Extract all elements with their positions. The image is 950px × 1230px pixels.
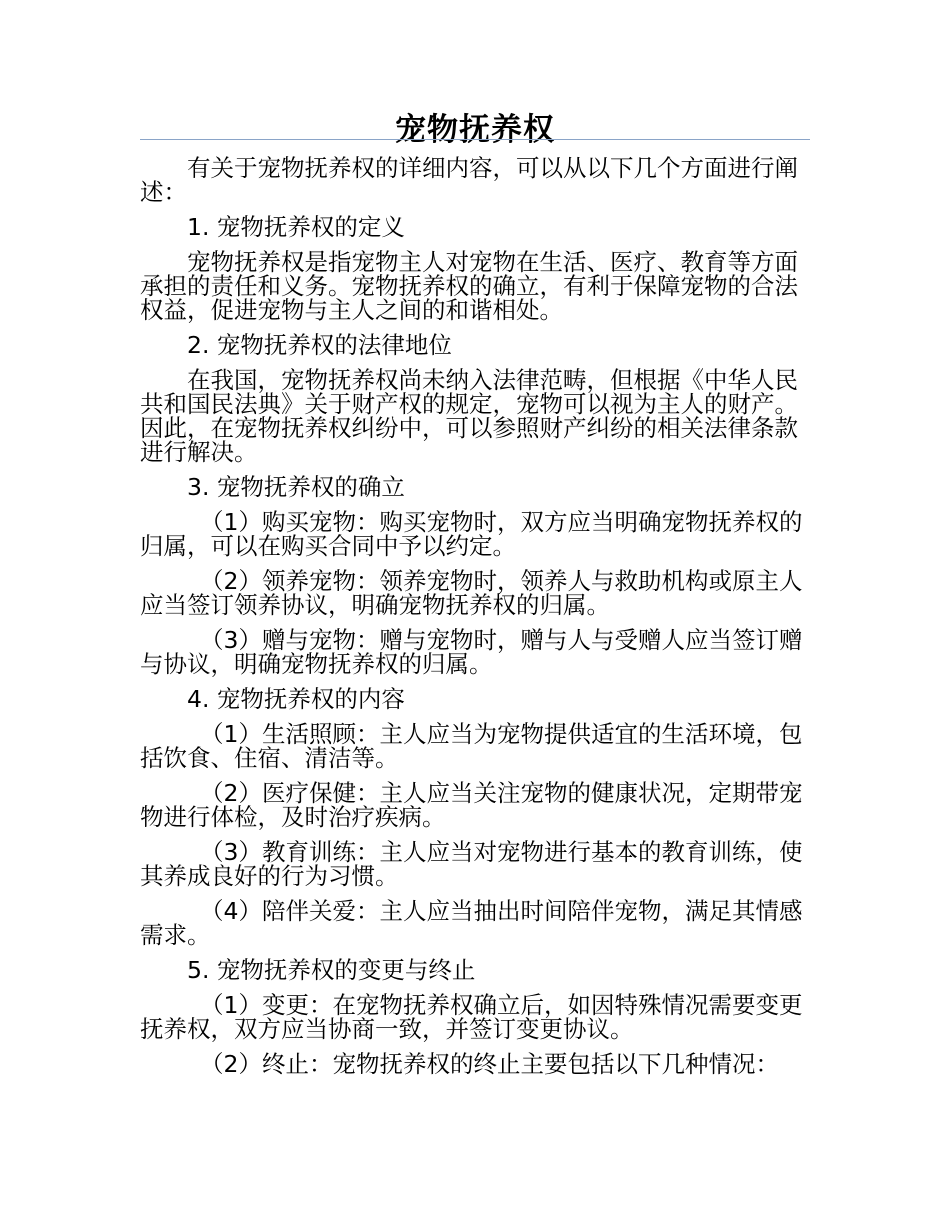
list-item-paragraph: （3）赠与宠物：赠与宠物时，赠与人与受赠人应当签订赠与协议，明确宠物抚养权的归属。 (140, 626, 803, 678)
body-paragraph: 宠物抚养权是指宠物主人对宠物在生活、医疗、教育等方面承担的责任和义务。宠物抚养权的确立，有利于保障宠物的合法权益，促进宠物与主人之间的和谐相处。 (140, 248, 798, 324)
intro-paragraph: 有关于宠物抚养权的详细内容，可以从以下几个方面进行阐述： (140, 154, 798, 206)
section-heading: 5. 宠物抚养权的变更与终止 (187, 956, 476, 984)
list-item-paragraph: （1）购买宠物：购买宠物时，双方应当明确宠物抚养权的归属，可以在购买合同中予以约定。 (140, 508, 803, 560)
section-heading: 3. 宠物抚养权的确立 (187, 473, 405, 501)
section-heading: 1. 宠物抚养权的定义 (187, 213, 405, 241)
document-title: 宠物抚养权 (395, 112, 555, 148)
list-item-paragraph: （3）教育训练：主人应当对宠物进行基本的教育训练，使其养成良好的行为习惯。 (140, 838, 803, 890)
list-item-paragraph: （2）领养宠物：领养宠物时，领养人与救助机构或原主人应当签订领养协议，明确宠物抚养权的归属。 (140, 567, 803, 619)
section-heading: 2. 宠物抚养权的法律地位 (187, 331, 452, 359)
list-item-paragraph: （2）医疗保健：主人应当关注宠物的健康状况，定期带宠物进行体检，及时治疗疾病。 (140, 779, 803, 831)
list-item-paragraph: （1）变更：在宠物抚养权确立后，如因特殊情况需要变更抚养权，双方应当协商一致，并签订变更协议。 (140, 991, 803, 1043)
section-heading: 4. 宠物抚养权的内容 (187, 685, 405, 713)
list-item-paragraph: （1）生活照顾：主人应当为宠物提供适宜的生活环境，包括饮食、住宿、清洁等。 (140, 720, 803, 772)
body-paragraph: 在我国，宠物抚养权尚未纳入法律范畴，但根据《中华人民共和国民法典》关于财产权的规定，宠物可以视为主人的财产。因此，在宠物抚养权纠纷中，可以参照财产纠纷的相关法律条款进行解决。 (140, 366, 798, 466)
list-item-paragraph: （2）终止：宠物抚养权的终止主要包括以下几种情况： (200, 1050, 779, 1078)
list-item-paragraph: （4）陪伴关爱：主人应当抽出时间陪伴宠物，满足其情感需求。 (140, 897, 803, 949)
title-underline (140, 139, 810, 140)
document-body (140, 156, 810, 1087)
